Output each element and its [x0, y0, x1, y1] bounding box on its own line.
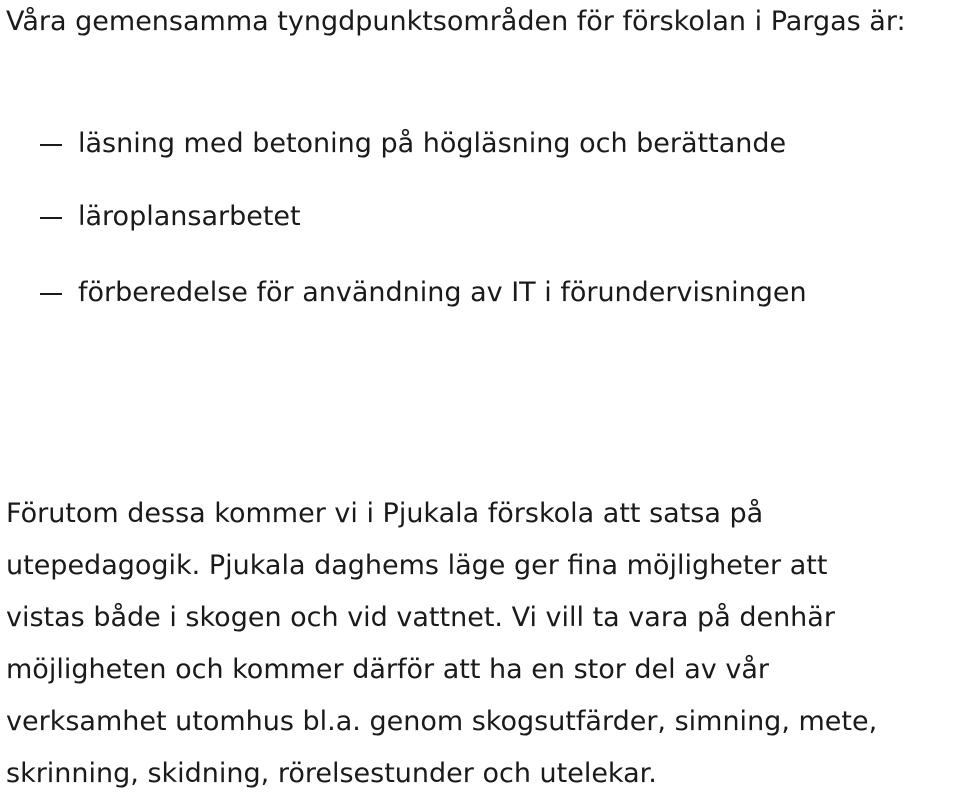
list-item-text: läsning med betoning på högläsning och berättande	[78, 128, 787, 159]
dash-bullet-icon	[40, 293, 62, 295]
paragraph-line: möjligheten och kommer därför att ha en stor del av vår	[6, 654, 769, 685]
list-item-text: förberedelse för användning av IT i förundervisningen	[78, 277, 807, 308]
paragraph-line: utepedagogik. Pjukala daghems läge ger fina möjligheter att	[6, 550, 828, 581]
list-item-text: läroplansarbetet	[78, 201, 301, 232]
paragraph-line: Förutom dessa kommer vi i Pjukala förskola att satsa på	[6, 498, 764, 529]
list-item	[0, 197, 960, 237]
paragraph-line: vistas både i skogen och vid vattnet. Vi vill ta vara på denhär	[6, 602, 835, 633]
paragraph-line: skrinning, skidning, rörelsestunder och utelekar.	[6, 758, 657, 789]
list-item	[0, 273, 960, 313]
dash-bullet-icon	[40, 217, 62, 219]
body-paragraph	[6, 488, 960, 800]
dash-bullet-icon	[40, 144, 62, 146]
list-item	[0, 124, 960, 164]
heading: Våra gemensamma tyngdpunktsområden för förskolan i Pargas är:	[6, 6, 906, 37]
paragraph-line: verksamhet utomhus bl.a. genom skogsutfärder, simning, mete,	[6, 706, 878, 737]
